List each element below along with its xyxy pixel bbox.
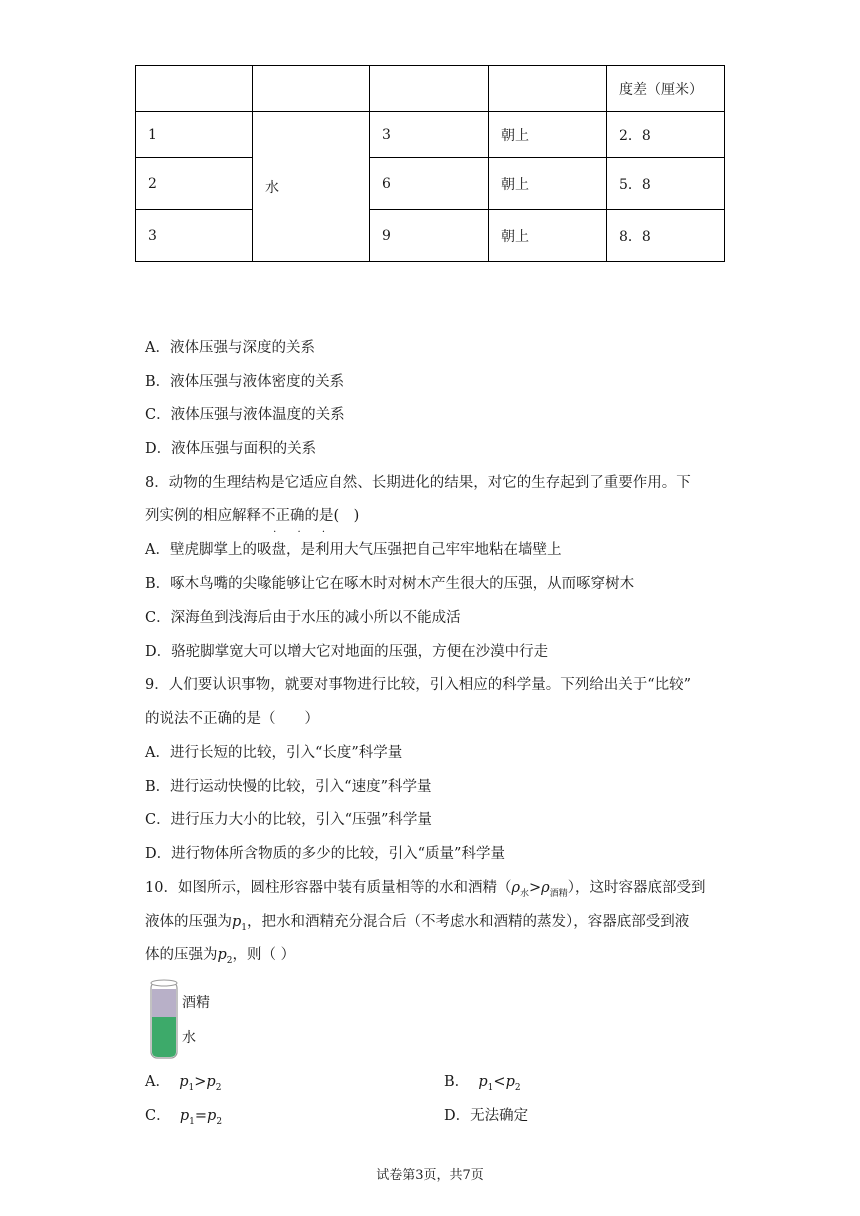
q8-option-b: B．啄木鸟嘴的尖喙能够让它在啄木时对树木产生很大的压强，从而啄穿树木	[145, 576, 635, 592]
q10-option-a: A． $p_1>p_2$	[145, 1074, 222, 1093]
q9-option-c: C．进行压力大小的比较，引入“压强”科学量	[145, 812, 432, 828]
table-row: 1 水 3 朝上 2．8	[136, 112, 725, 158]
q8-stem-line1: 8．动物的生理结构是它适应自然、长期进化的结果，对它的生存起到了重要作用。下	[145, 475, 691, 491]
q7-option-a: A．液体压强与深度的关系	[145, 340, 315, 356]
header-height-diff: 度差（厘米）	[607, 66, 725, 112]
q7-option-d: D．液体压强与面积的关系	[145, 441, 317, 457]
q9-option-d: D．进行物体所含物质的多少的比较，引入“质量”科学量	[145, 846, 505, 862]
q9-stem-line2: 的说法不正确的是（ ）	[145, 711, 319, 727]
q9-option-a: A．进行长短的比较，引入“长度”科学量	[145, 745, 403, 761]
experiment-table	[135, 65, 725, 262]
label-alcohol: 酒精	[182, 995, 210, 1011]
q10-option-d: D．无法确定	[444, 1108, 529, 1124]
q9-stem-line1: 9．人们要认识事物，就要对事物进行比较，引入相应的科学量。下列给出关于“比较”	[145, 677, 692, 693]
cylinder-container-figure	[148, 977, 180, 1061]
q10-stem-line3: 体的压强为$p_2$，则（ ）	[145, 947, 296, 966]
water-layer	[152, 1017, 176, 1057]
alcohol-layer	[152, 989, 176, 1017]
liquid-cell: 水	[253, 112, 370, 262]
table-row: 3 9 朝上 8．8	[136, 210, 725, 262]
q10-stem-line2: 液体的压强为$p_1$，把水和酒精充分混合后（不考虑水和酒精的蒸发），容器底部受到液	[145, 914, 690, 933]
page-footer: 试卷第3页，共7页	[376, 1168, 484, 1183]
emphasis-not-correct: 不正确 · · ·	[261, 508, 305, 524]
label-water: 水	[182, 1030, 196, 1046]
q9-option-b: B．进行运动快慢的比较，引入“速度”科学量	[145, 779, 432, 795]
table-row: 2 6 朝上 5．8	[136, 158, 725, 210]
container-rim	[151, 980, 177, 986]
q8-option-c: C．深海鱼到浅海后由于水压的减小所以不能成活	[145, 610, 461, 626]
q8-option-d: D．骆驼脚掌宽大可以增大它对地面的压强，方便在沙漠中行走	[145, 644, 549, 660]
q8-stem-line2: 列实例的相应解释不正确 · · · 的是( )	[145, 506, 359, 526]
emphasis-dots: · · ·	[261, 527, 335, 538]
q10-stem-line1: 10．如图所示，圆柱形容器中装有质量相等的水和酒精$(\rho_水>\rho_{酒精})$，这时容器底部受到	[145, 880, 706, 899]
q8-option-a: A．壁虎脚掌上的吸盘，是利用大气压强把自己牢牢地粘在墙壁上	[145, 542, 562, 558]
q7-option-b: B．液体压强与液体密度的关系	[145, 374, 345, 390]
table-header-row	[136, 66, 725, 112]
q10-option-c: C． $p_1=p_2$	[145, 1108, 223, 1127]
q7-option-c: C．液体压强与液体温度的关系	[145, 407, 345, 423]
q10-option-b: B． $p_1<p_2$	[444, 1074, 521, 1093]
